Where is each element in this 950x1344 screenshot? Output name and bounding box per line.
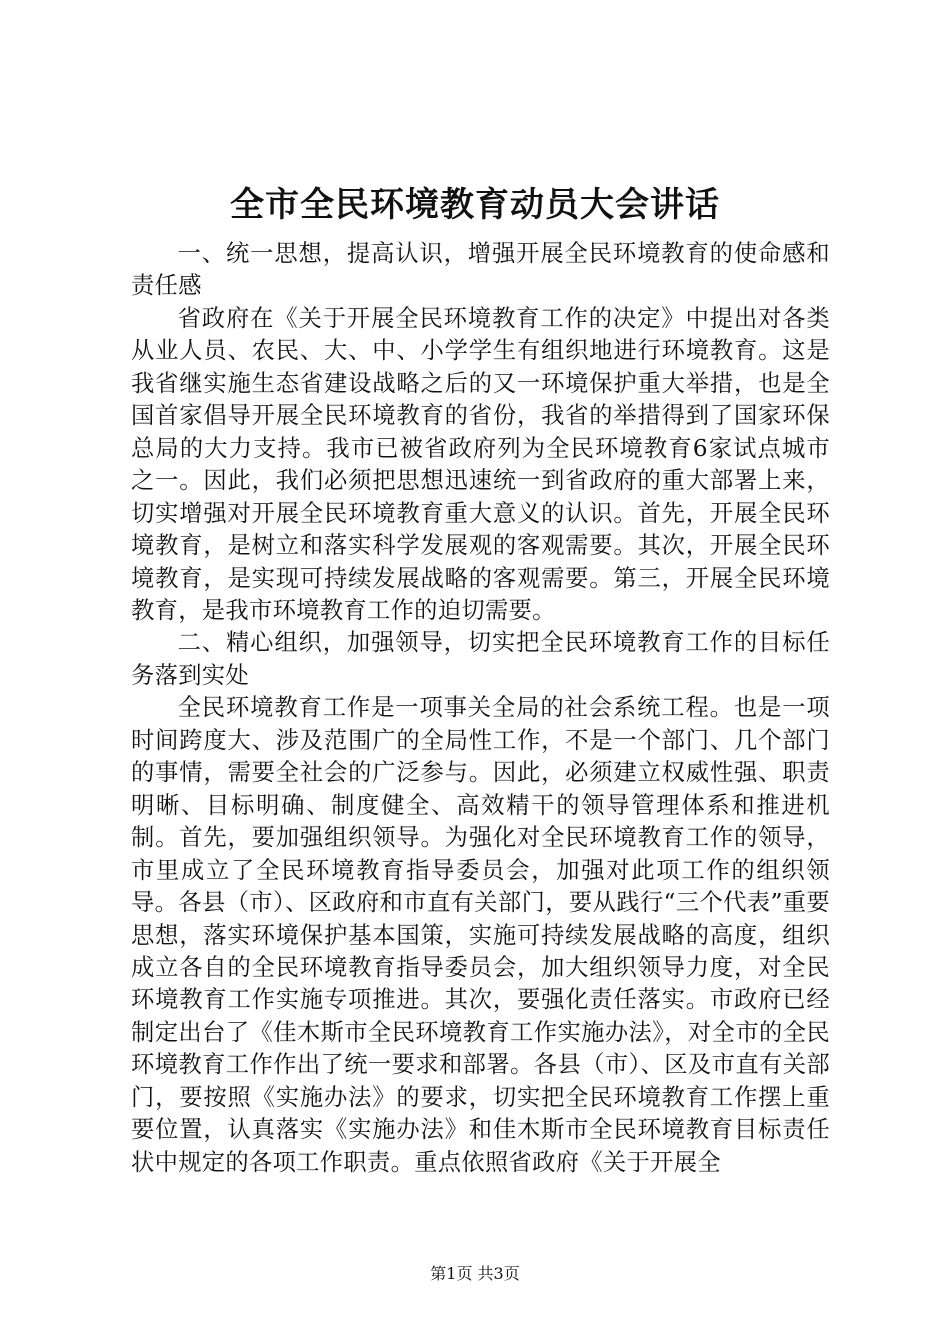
paragraph-1: 省政府在《关于开展全民环境教育工作的决定》中提出对各类从业人员、农民、大、中、小学学生有组织地进行环境教育。这是我省继实施生态省建设战略之后的又一环境保护重大举措，也是全国首家倡导开展全民环境教育的省份，我省的举措得到了国家环保总局的大力支持。我市已被省政府列为全民环境教育6家试点城市之一。因此，我们必须把思想迅速统一到省政府的重大部署上来，切实增强对开展全民环境教育重大意义的认识。首先，开展全民环境教育，是树立和落实科学发展观的客观需要。其次，开展全民环境教育，是实现可持续发展战略的客观需要。第三，开展全民环境教育，是我市环境教育工作的迫切需要。 [131, 304, 830, 624]
page-footer: 第1页 共3页 [430, 1264, 520, 1283]
document-title: 全市全民环境教育动员大会讲话 [230, 185, 720, 225]
section-heading-2: 二、精心组织，加强领导，切实把全民环境教育工作的目标任务落到实处 [131, 629, 830, 689]
section-heading-1: 一、统一思想，提高认识，增强开展全民环境教育的使命感和责任感 [131, 240, 830, 300]
paragraph-2: 全民环境教育工作是一项事关全局的社会系统工程。也是一项时间跨度大、涉及范围广的全局性工作，不是一个部门、几个部门的事情，需要全社会的广泛参与。因此，必须建立权威性强、职责明晰、目标明确、制度健全、高效精干的领导管理体系和推进机制。首先，要加强组织领导。为强化对全民环境教育工作的领导，市里成立了全民环境教育指导委员会，加强对此项工作的组织领导。各县（市）、区政府和市直有关部门，要从践行“三个代表”重要思想，落实环境保护基本国策，实施可持续发展战略的高度，组织成立各自的全民环境教育指导委员会，加大组织领导力度，对全民环境教育工作实施专项推进。其次，要强化责任落实。市政府已经制定出台了《佳木斯市全民环境教育工作实施办法》，对全市的全民环境教育工作作出了统一要求和部署。各县（市）、区及市直有关部门，要按照《实施办法》的要求，切实把全民环境教育工作摆上重要位置，认真落实《实施办法》和佳木斯市全民环境教育目标责任状中规定的各项工作职责。重点依照省政府《关于开展全 [131, 694, 830, 1176]
document-body [131, 238, 830, 1179]
